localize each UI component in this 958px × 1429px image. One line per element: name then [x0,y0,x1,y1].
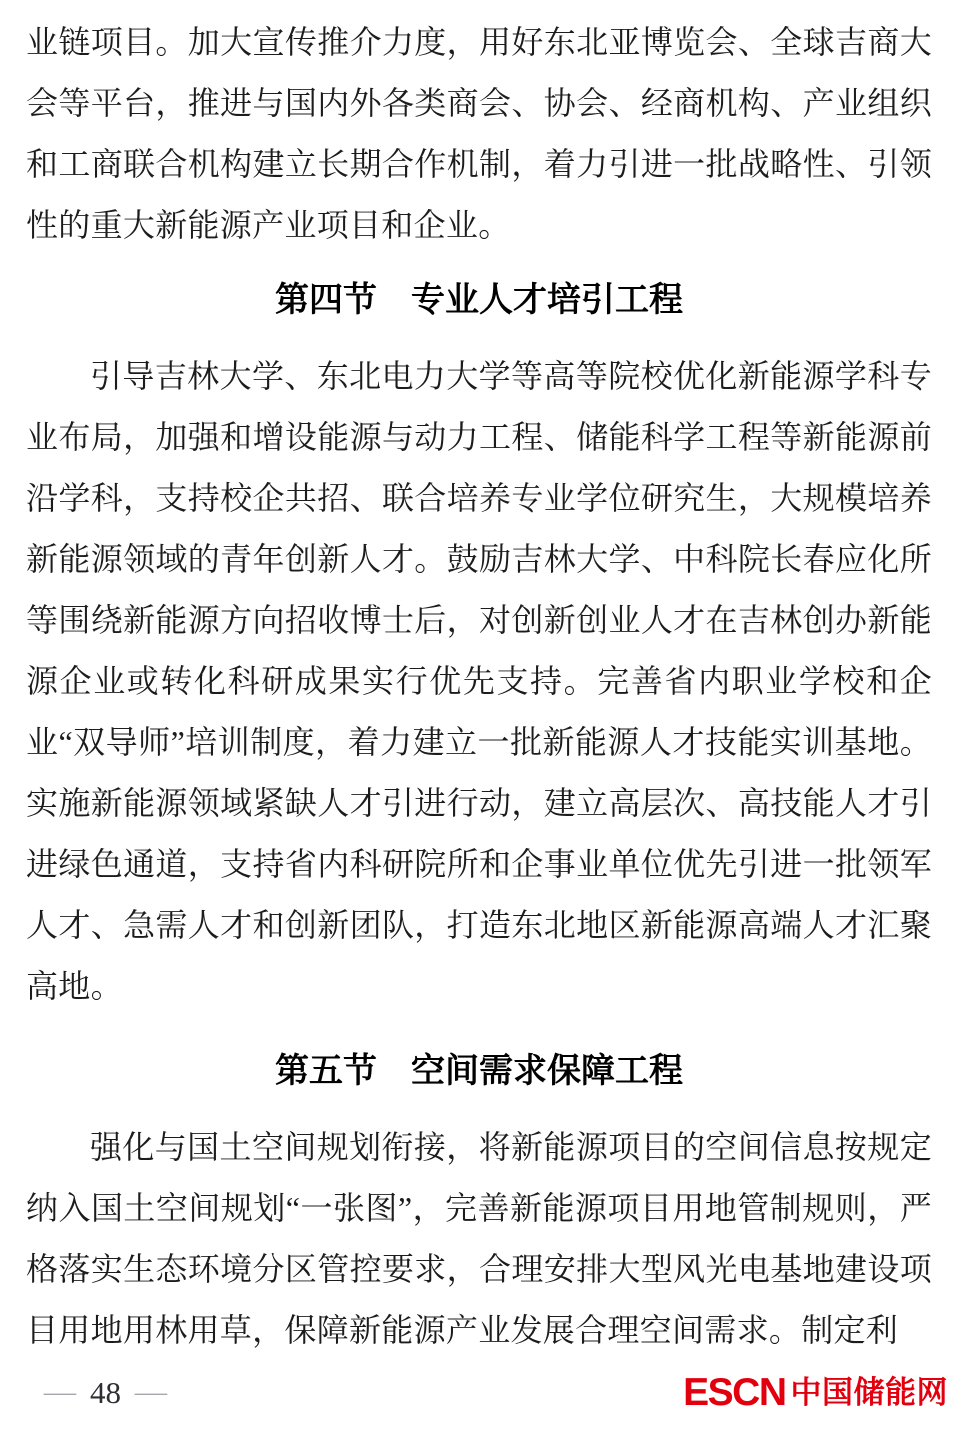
section-5-paragraph: 强化与国土空间规划衔接，将新能源项目的空间信息按规定纳入国土空间规划“一张图”，完善新能源项目用地管制规则，严格落实生态环境分区管控要求，合理安排大型风光电基地建设项目用地用林用草，保障新能源产业发展合理空间需求。制定利 [26,1129,932,1348]
continuation-paragraph: 业链项目。加大宣传推介力度，用好东北亚博览会、全球吉商大会等平台，推进与国内外各类商会、协会、经商机构、产业组织和工商联合机构建立长期合作机制，着力引进一批战略性、引领性的重大新能源产业项目和企业。 [26,24,932,243]
page-number-value: 48 [90,1374,121,1410]
escn-logo [683,1373,948,1412]
section-5-heading [26,1047,932,1095]
section-4-paragraph: 引导吉林大学、东北电力大学等高等院校优化新能源学科专业布局，加强和增设能源与动力工程、储能科学工程等新能源前沿学科，支持校企共招、联合培养专业学位研究生，大规模培养新能源领域的青年创新人才。鼓励吉林大学、中科院长春应化所等围绕新能源方向招收博士后，对创新创业人才在吉林创办新能源企业或转化科研成果实行优先支持。完善省内职业学校和企业“双导师”培训制度，着力建立一批新能源人才技能实训基地。实施新能源领域紧缺人才引进行动，建立高层次、高技能人才引进绿色通道，支持省内科研院所和企事业单位优先引进一批领军人才、急需人才和创新团队，打造东北地区新能源高端人才汇聚高地。 [26,358,932,1004]
escn-logo-chinese: 中国储能网 [790,1375,948,1410]
page-number [43,1374,168,1411]
page-number-left-dash: — [43,1376,77,1408]
page-footer [0,1373,958,1412]
section-5-number: 第五节 [275,1052,377,1090]
section-4-number: 第四节 [275,281,377,319]
section-5-title: 空间需求保障工程 [411,1052,683,1090]
section-4-title: 专业人才培引工程 [411,281,683,319]
escn-logo-latin: ESCN [683,1371,786,1414]
section-4-heading [26,276,932,324]
page-number-right-dash: — [134,1376,168,1408]
